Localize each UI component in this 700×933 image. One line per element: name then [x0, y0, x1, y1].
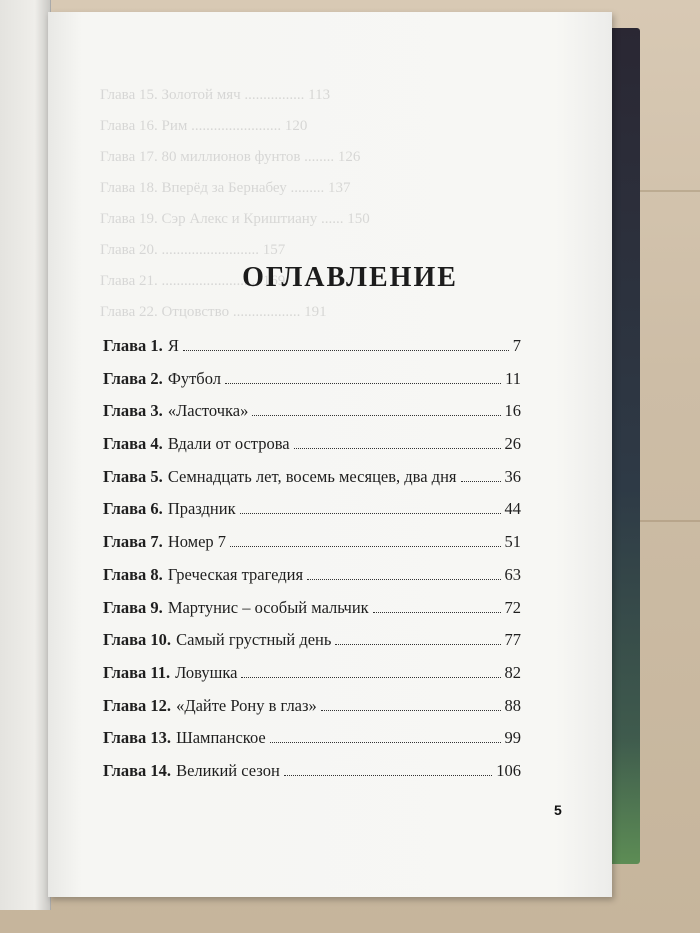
chapter-title: Я: [167, 336, 179, 355]
dot-leader: [373, 612, 501, 613]
chapter-title: Шампанское: [176, 728, 266, 748]
chapter-number: Глава 8.: [103, 564, 163, 584]
chapter-title: Греческая трагедия: [167, 564, 304, 584]
toc-entry: [103, 598, 521, 631]
chapter-number: Глава 6.: [103, 499, 163, 519]
toc-entry: [103, 565, 521, 598]
bleed-through-line: Глава 22. Отцовство .................. 191: [100, 304, 327, 320]
dot-leader: [225, 383, 501, 384]
chapter-title: Великий сезон: [176, 760, 280, 780]
dot-leader: [183, 350, 509, 351]
bleed-through-line: Глава 21. .......................... 169: [100, 273, 286, 289]
chapter-title: Вдали от острова: [167, 434, 290, 454]
page-number: 5: [554, 802, 562, 818]
dot-leader: [284, 775, 492, 776]
chapter-page: 16: [504, 401, 521, 421]
toc-entry: [103, 499, 521, 532]
dot-leader: [252, 415, 500, 416]
dot-leader: [321, 710, 501, 711]
chapter-number: Глава 1.: [103, 336, 163, 355]
left-page-edge: [0, 0, 51, 910]
chapter-title: Мартунис – особый мальчик: [167, 597, 369, 617]
dot-leader: [335, 644, 500, 645]
dot-leader: [241, 677, 500, 678]
chapter-page: 11: [505, 368, 521, 388]
toc-entry: [103, 761, 521, 794]
bleed-through-line: Глава 15. Золотой мяч ................ 113: [100, 87, 331, 103]
toc-entry: [103, 434, 521, 467]
chapter-page: 63: [504, 564, 521, 584]
chapter-page: 51: [504, 532, 521, 552]
toc-entry: [103, 401, 521, 434]
chapter-title: Семнадцать лет, восемь месяцев, два дня: [167, 466, 457, 486]
chapter-title: Футбол: [167, 368, 221, 388]
chapter-title: Номер 7: [167, 532, 227, 552]
bleed-through-line: Глава 18. Вперёд за Бернабеу ......... 137: [100, 180, 351, 196]
chapter-page: 77: [504, 630, 521, 650]
chapter-number: Глава 14.: [103, 760, 172, 780]
chapter-title: Праздник: [167, 499, 236, 519]
chapter-number: Глава 12.: [103, 695, 172, 715]
bleed-through-line: Глава 16. Рим ........................ 120: [100, 118, 308, 134]
toc-entry: [103, 696, 521, 729]
chapter-number: Глава 4.: [103, 434, 163, 454]
dot-leader: [307, 579, 500, 580]
chapter-number: Глава 10.: [103, 630, 172, 650]
chapter-page: 36: [504, 466, 521, 486]
toc-entry: [103, 728, 521, 761]
chapter-number: Глава 11.: [103, 662, 171, 682]
toc-entry: [103, 532, 521, 565]
chapter-number: Глава 2.: [103, 368, 163, 388]
toc-entry: [103, 467, 521, 500]
toc-entry: [103, 369, 521, 402]
dot-leader: [461, 481, 501, 482]
chapter-title: Ловушка: [175, 662, 238, 682]
chapter-number: Глава 9.: [103, 597, 163, 617]
toc-entry: [103, 336, 521, 369]
chapter-title: «Ласточка»: [167, 401, 249, 421]
chapter-title: Самый грустный день: [176, 630, 332, 650]
chapter-page: 26: [504, 434, 521, 454]
chapter-number: Глава 3.: [103, 401, 163, 421]
chapter-title: «Дайте Рону в глаз»: [176, 695, 317, 715]
chapter-page: 88: [504, 695, 521, 715]
toc-entry: [103, 663, 521, 696]
chapter-number: Глава 7.: [103, 532, 163, 552]
table-of-contents: [103, 336, 521, 794]
bleed-through-line: Глава 20. .......................... 157: [100, 242, 286, 258]
dot-leader: [270, 742, 501, 743]
chapter-page: 72: [504, 597, 521, 617]
toc-entry: [103, 630, 521, 663]
chapter-page: 106: [496, 760, 521, 780]
chapter-page: 7: [512, 336, 521, 355]
chapter-number: Глава 13.: [103, 728, 172, 748]
page-title: ОГЛАВЛЕНИЕ: [242, 262, 458, 293]
dot-leader: [294, 448, 501, 449]
chapter-page: 44: [504, 499, 521, 519]
chapter-page: 82: [504, 662, 521, 682]
bleed-through-line: Глава 17. 80 миллионов фунтов ........ 126: [100, 149, 361, 165]
chapter-page: 99: [504, 728, 521, 748]
dot-leader: [240, 513, 501, 514]
dot-leader: [230, 546, 500, 547]
bleed-through-text: [100, 80, 520, 340]
chapter-number: Глава 5.: [103, 466, 163, 486]
bleed-through-line: Глава 19. Сэр Алекс и Криштиану ...... 150: [100, 211, 370, 227]
